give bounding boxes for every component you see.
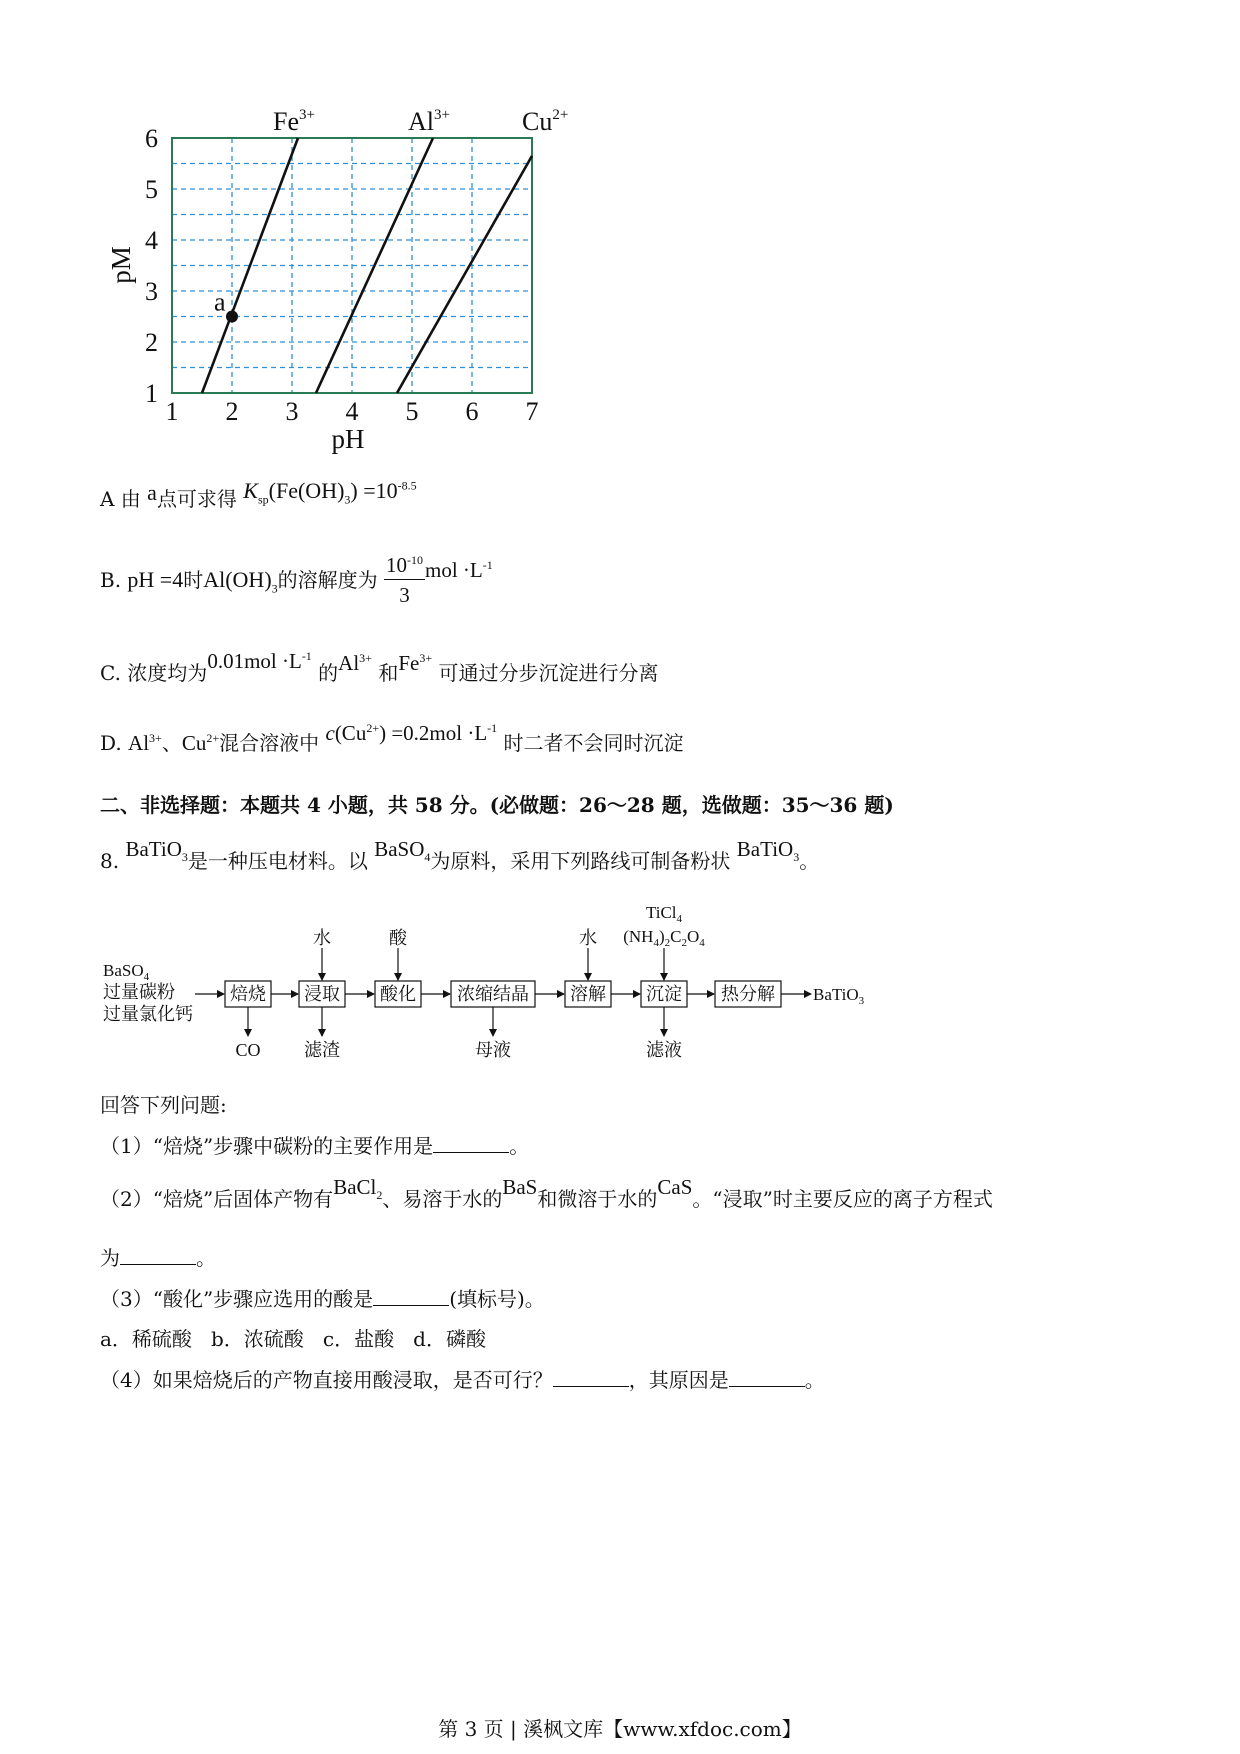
x-tick-label: 5 <box>405 397 419 426</box>
svg-text:焙烧: 焙烧 <box>230 984 266 1004</box>
section-title: 二、非选择题：本题共 4 小题，共 58 分。(必做题：26～28 题，选做题：35～36 题) <box>100 793 894 817</box>
option-a: A 由 a点可求得 $K_{sp}(Fe(OH)_3) =10^{-8.5}$ <box>100 478 417 511</box>
flow-step-dissolve <box>565 981 611 1007</box>
flow-top-water-2: 水 <box>579 928 597 948</box>
sub-question-2-cont: 为 。 <box>100 1246 216 1270</box>
flow-input-baso4: BaSO$_4$ <box>103 961 150 983</box>
chart-grid <box>172 138 532 393</box>
flow-top-oxalate: $(NH_4)_2C_2O_4$ <box>623 927 705 949</box>
answer-intro: 回答下列问题: <box>100 1093 227 1117</box>
y-tick-label: 6 <box>145 124 158 153</box>
svg-text:沉淀: 沉淀 <box>646 984 682 1004</box>
sub-question-4: （4）如果焙烧后的产物直接用酸浸取，是否可行？ ，其原因是 。 <box>100 1368 825 1392</box>
point-a-marker <box>226 311 238 323</box>
flow-step-acidify <box>375 981 421 1007</box>
series-labels <box>273 107 568 136</box>
svg-text:浸取: 浸取 <box>304 984 340 1004</box>
x-tick-label: 4 <box>345 397 359 426</box>
flow-step-leach <box>299 981 345 1007</box>
y-tick-label: 1 <box>145 379 158 408</box>
flow-bottom-residue: 滤渣 <box>304 1040 340 1060</box>
x-tick-labels <box>166 397 539 426</box>
question-8-stem: 8. BaTiO$_3$是一种压电材料。以 BaSO$_4$为原料，采用下列路线可制备粉状 BaTiO$_3$。 <box>100 837 820 873</box>
x-axis-label: pH <box>331 424 365 454</box>
option-c: C. 浓度均为$0.01mol \cdot L^{-1}$ 的$Al^{3+}$ 和$Fe^{3+}$ 可通过分步沉淀进行分离 <box>100 649 659 685</box>
y-tick-label: 2 <box>145 328 158 357</box>
flow-product: BaTiO$_3$ <box>813 985 865 1007</box>
y-axis-label: pM <box>106 246 136 284</box>
flow-step-roast <box>225 981 271 1007</box>
series-label-cu: $Cu^{2+}$ <box>522 107 569 136</box>
y-tick-label: 3 <box>145 277 158 306</box>
page-footer: 第 3 页 | 溪枫文库【www.xfdoc.com】 <box>438 1717 802 1741</box>
answer-blank[interactable] <box>553 1368 629 1387</box>
svg-text:酸化: 酸化 <box>380 984 416 1004</box>
x-tick-label: 1 <box>165 397 179 426</box>
y-tick-label: 4 <box>145 226 158 255</box>
process-flow-diagram <box>95 900 995 1090</box>
flow-input-cacl2: 过量氯化钙 <box>103 1004 193 1024</box>
svg-text:热分解: 热分解 <box>721 984 775 1004</box>
flow-top-water-1: 水 <box>313 928 331 948</box>
x-tick-label: 3 <box>285 397 299 426</box>
flow-bottom-co: CO <box>235 1040 261 1060</box>
option-b: B. pH =4时$Al(OH)_3$的溶解度为 $\frac{10^{-10}}{3}$ mol $\cdot L^{-1}$ <box>100 553 493 607</box>
solubility-fraction: $\frac{10^{-10}}{3}$ <box>386 553 424 607</box>
flow-top-acid: 酸 <box>389 928 407 948</box>
series-label-al: $Al^{3+}$ <box>408 107 450 136</box>
flow-step-precipitate <box>641 981 687 1007</box>
option-d: D. $Al^{3+}$、$Cu^{2+}$混合溶液中 $c(Cu^{2+}) =0.2mol \cdot L^{-1}$ 时二者不会同时沉淀 <box>100 721 684 755</box>
sub-question-3-options: a．稀硫酸 b．浓硫酸 c．盐酸 d．磷酸 <box>100 1327 486 1351</box>
sub-question-2: （2）“焙烧”后固体产物有BaCl$_2$、易溶于水的BaS和微溶于水的CaS。“浸取”时主要反应的离子方程式 <box>100 1175 993 1211</box>
point-a-label: a <box>214 287 226 317</box>
flow-input-carbon: 过量碳粉 <box>103 982 175 1002</box>
series-line-cu <box>397 156 532 393</box>
flow-step-concentrate <box>451 981 535 1007</box>
series-label-fe: $Fe^{3+}$ <box>273 107 315 136</box>
answer-blank[interactable] <box>433 1134 509 1153</box>
x-tick-label: 7 <box>525 397 539 426</box>
x-tick-label: 2 <box>225 397 239 426</box>
x-tick-label: 6 <box>465 397 479 426</box>
sub-question-3: （3）“酸化”步骤应选用的酸是 (填标号)。 <box>100 1287 545 1311</box>
sub-question-1: （1）“焙烧”步骤中碳粉的主要作用是 。 <box>100 1134 530 1158</box>
answer-blank[interactable] <box>373 1287 449 1306</box>
flow-step-thermolysis <box>715 981 781 1007</box>
svg-text:溶解: 溶解 <box>570 984 606 1004</box>
y-tick-labels <box>145 124 158 408</box>
answer-blank[interactable] <box>729 1368 805 1387</box>
answer-blank[interactable] <box>120 1246 196 1265</box>
flow-top-ticl4: TiCl$_4$ <box>645 903 683 925</box>
pm-ph-chart <box>100 100 600 470</box>
flow-bottom-mother-liquor: 母液 <box>475 1040 511 1060</box>
y-tick-label: 5 <box>145 175 158 204</box>
svg-text:浓缩结晶: 浓缩结晶 <box>457 984 529 1004</box>
flow-bottom-filtrate: 滤液 <box>646 1040 682 1060</box>
